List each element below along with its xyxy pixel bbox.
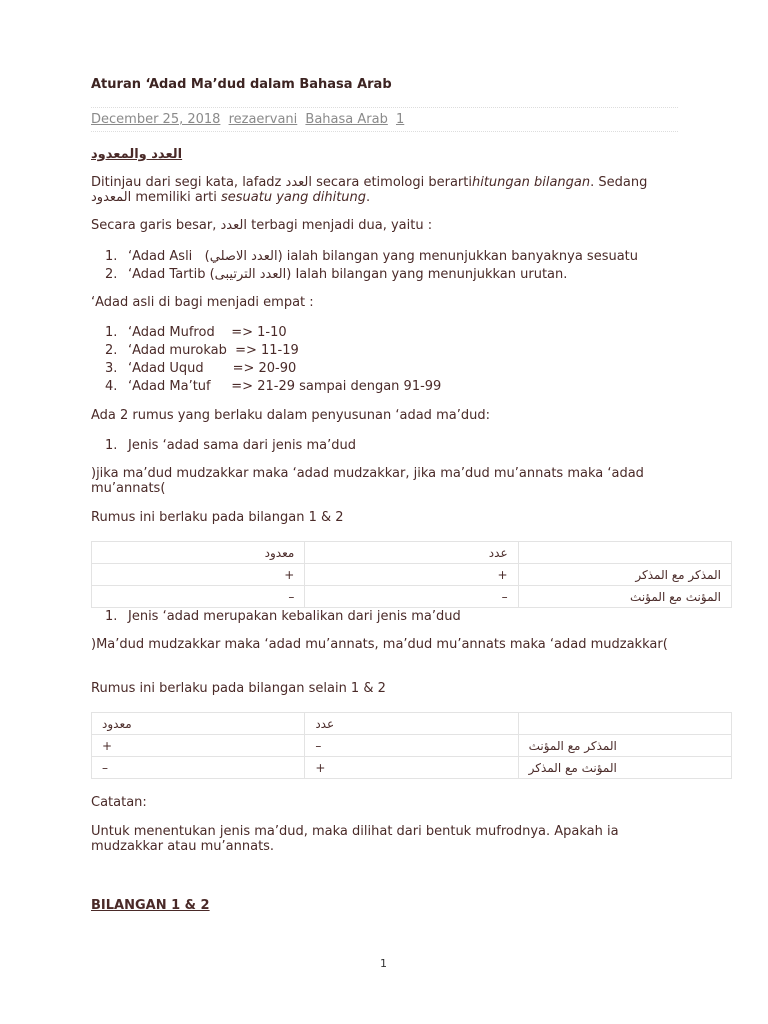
divider <box>91 107 678 108</box>
table-row <box>92 735 732 757</box>
paragraph-rule2-detail: )Ma’dud mudzakkar maka ‘adad mu’annats, ma’dud mu’annats maka ‘adad mudzakkar( <box>91 637 668 652</box>
list-text: Jenis ‘adad merupakan kebalikan dari jenis ma’dud <box>128 609 461 624</box>
list-number: 1. <box>105 249 118 264</box>
intro-emphasis-2: sesuatu yang dihitung <box>220 189 367 205</box>
table-cell: – <box>92 757 305 779</box>
table-cell: عدد <box>305 542 518 564</box>
list-number: 2. <box>105 267 118 282</box>
post-meta <box>91 112 408 127</box>
paragraph-division: Secara garis besar, العدد terbagi menjadi dua, yaitu : <box>91 218 433 233</box>
list-number: 1. <box>105 438 118 453</box>
list-item <box>105 438 356 453</box>
list-number: 2. <box>105 343 118 358</box>
post-date-link[interactable]: December 25, 2018 <box>91 112 221 127</box>
paragraph-rule2-scope: Rumus ini berlaku pada bilangan selain 1 & 2 <box>91 681 386 696</box>
intro-emphasis-1: hitungan bilangan <box>471 175 591 190</box>
list-number: 1. <box>105 609 118 624</box>
list-text: ‘Adad murokab => 11-19 <box>128 343 299 358</box>
table-cell: المذكر مع المؤنث <box>518 735 731 757</box>
table-cell <box>518 542 731 564</box>
category-link[interactable]: Bahasa Arab <box>305 112 388 127</box>
paragraph-rule1-detail: )jika ma’dud mudzakkar maka ‘adad mudzakkar, jika ma’dud mu’annats maka ‘adad mu’annats( <box>91 466 644 496</box>
table-cell: + <box>305 757 518 779</box>
paragraph-rules: Ada 2 rumus yang berlaku dalam penyusunan ‘adad ma’dud: <box>91 408 490 423</box>
table-row <box>92 586 732 608</box>
paragraph-intro <box>91 176 671 205</box>
list-number: 1. <box>105 325 118 340</box>
table-cell: المذكر مع المذكر <box>518 564 731 586</box>
intro-text-1: Ditinjau dari segi kata, lafadz العدد secara etimologi berarti <box>91 175 472 190</box>
section-heading-bilangan: BILANGAN 1 & 2 <box>91 898 210 913</box>
table-cell <box>518 713 731 735</box>
table-cell: – <box>305 735 518 757</box>
author-link[interactable]: rezaervani <box>228 112 298 127</box>
list-item <box>105 379 441 394</box>
table-row <box>92 542 732 564</box>
list-text: ‘Adad Ma’tuf => 21-29 sampai dengan 91-99 <box>128 379 442 394</box>
table-cell: المؤنث مع المذكر <box>518 757 731 779</box>
list-text: ‘Adad Mufrod => 1-10 <box>128 325 287 340</box>
intro-text-2: . Sedang المعدود memiliki arti <box>91 175 648 205</box>
paragraph-adad-asli: ‘Adad asli di bagi menjadi empat : <box>91 295 314 310</box>
list-item <box>105 267 567 282</box>
table-cell: معدود <box>92 713 305 735</box>
paragraph-rule1-scope: Rumus ini berlaku pada bilangan 1 & 2 <box>91 510 344 525</box>
intro-text-3: . <box>366 189 371 205</box>
list-item <box>105 325 287 340</box>
table-cell: المؤنث مع المؤنث <box>518 586 731 608</box>
paragraph-note-label: Catatan: <box>91 795 147 810</box>
divider <box>91 131 678 132</box>
list-text: Jenis ‘adad sama dari jenis ma’dud <box>128 438 356 453</box>
list-text: ‘Adad Uqud => 20-90 <box>128 361 297 376</box>
table-cell: + <box>92 564 305 586</box>
list-number: 4. <box>105 379 118 394</box>
list-text: ‘Adad Asli (العدد الاصلي) ialah bilangan yang menunjukkan banyaknya sesuatu <box>128 249 639 264</box>
list-item <box>105 249 638 264</box>
table-rule1 <box>91 541 732 608</box>
table-row <box>92 713 732 735</box>
list-number: 3. <box>105 361 118 376</box>
table-cell: + <box>92 735 305 757</box>
table-rule2 <box>91 712 732 779</box>
list-item <box>105 361 296 376</box>
page-number: 1 <box>380 957 387 970</box>
table-cell: – <box>305 586 518 608</box>
table-cell: عدد <box>305 713 518 735</box>
list-item <box>105 343 299 358</box>
article-title: Aturan ‘Adad Ma’dud dalam Bahasa Arab <box>91 77 392 92</box>
list-text: ‘Adad Tartib (العدد الترتيبى) Ialah bilangan yang menunjukkan urutan. <box>128 267 568 282</box>
table-row <box>92 564 732 586</box>
section-heading-arabic: العدد والمعدود <box>91 147 183 162</box>
comments-link[interactable]: 1 <box>395 112 405 127</box>
table-cell: + <box>305 564 518 586</box>
paragraph-note: Untuk menentukan jenis ma’dud, maka dilihat dari bentuk mufrodnya. Apakah ia mudzakkar atau mu’annats. <box>91 824 619 854</box>
table-cell: معدود <box>92 542 305 564</box>
list-item <box>105 609 461 624</box>
table-cell: – <box>92 586 305 608</box>
table-row <box>92 757 732 779</box>
